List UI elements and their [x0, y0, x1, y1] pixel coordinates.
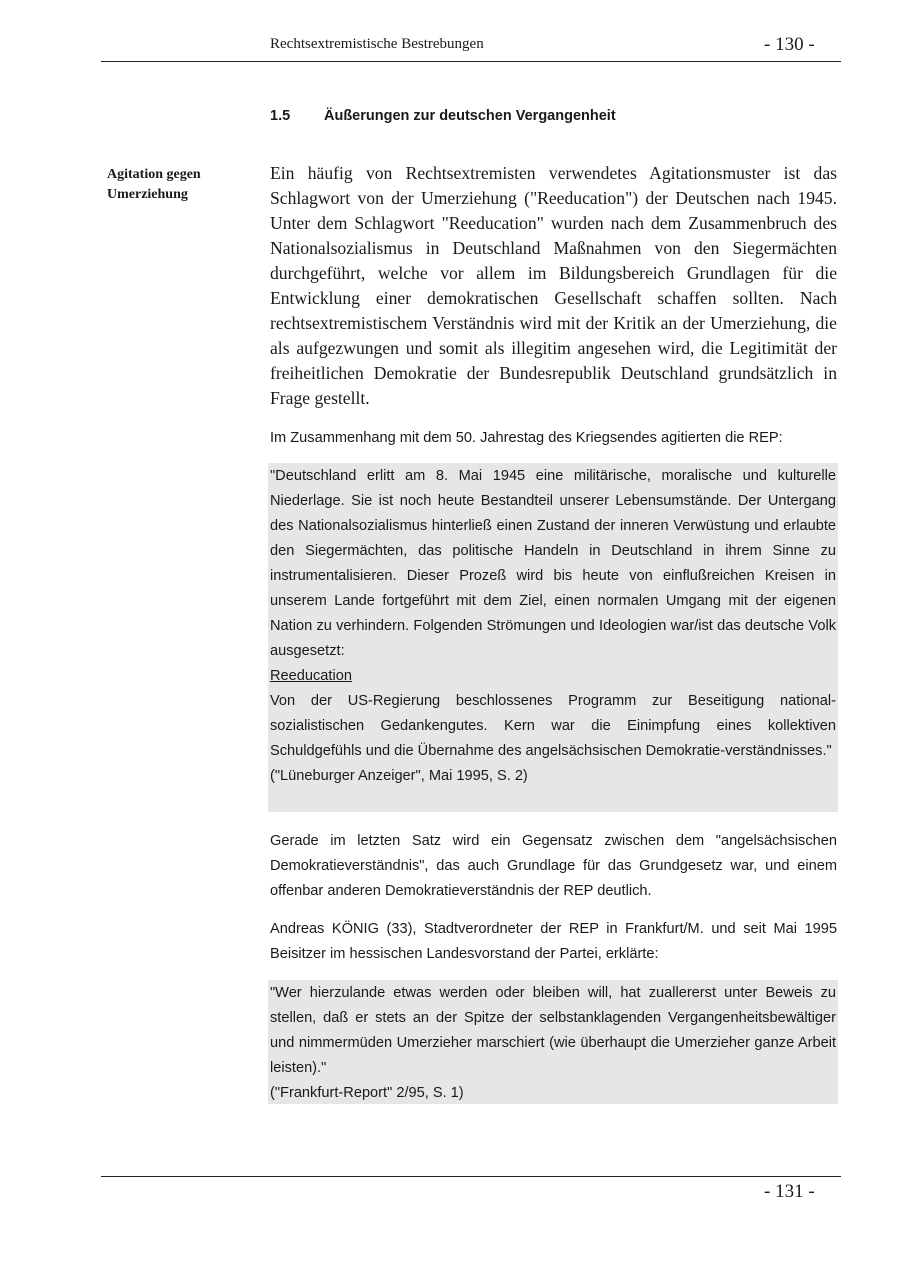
margin-note	[107, 165, 247, 205]
section-heading	[270, 108, 616, 124]
header-rule	[101, 61, 841, 62]
quote-frankfurt	[268, 980, 838, 1104]
quote-text: "Wer hierzulande etwas werden oder bleiben will, hat zuallererst unter Beweis zu stellen, daß er stets an der Spitze der selbstanklagenden Vergangenheitsbewältiger und nimmermüden Umerzieher marschiert (wie überhaupt die Umerzieher ganze Arbeit leisten)."	[270, 985, 836, 1076]
margin-note-line-1: Agitation gegen	[107, 167, 201, 182]
section-title: Äußerungen zur deutschen Vergangenheit	[324, 108, 616, 124]
margin-note-line-2: Umerziehung	[107, 187, 188, 202]
quote-source: ("Frankfurt-Report" 2/95, S. 1)	[270, 1085, 464, 1101]
context-paragraph: Im Zusammenhang mit dem 50. Jahrestag des Kriegsendes agitierten die REP:	[270, 430, 783, 446]
koenig-paragraph: Andreas KÖNIG (33), Stadtverordneter der REP in Frankfurt/M. und seit Mai 1995 Beisitzer im hessischen Landesvorstand der Partei, erklärte:	[270, 921, 837, 962]
header-page-number: - 130 -	[764, 34, 815, 55]
quote-subheading: Reeducation	[270, 668, 352, 684]
quote-lueneburger	[268, 463, 838, 812]
footer-rule	[101, 1176, 841, 1177]
section-number: 1.5	[270, 108, 291, 124]
footer-page-number: - 131 -	[764, 1181, 815, 1202]
intro-paragraph: Ein häufig von Rechtsextremisten verwendetes Agitationsmuster ist das Schlagwort von der Umerziehung ("Reeducation") der Deutschen nach 1945. Unter dem Schlagwort "Reeducation" wurden nach dem Zusammenbruch des Nationalsozialismus in Deutschland Maßnahmen von den Siegermächten durchgeführt, welche vor allem im Bildungsbereich Grundlagen für die Entwicklung einer demokratischen Gesellschaft schaffen sollten. Nach rechtsextremistischem Verständnis wird mit der Kritik an der Umerziehung, die als aufgezwungen und somit als illegitim angesehen wird, die Legitimität der freiheitlichen Demokratie der Bundesrepublik Deutschland grundsätzlich in Frage gestellt.	[270, 163, 837, 408]
quote-text: "Deutschland erlitt am 8. Mai 1945 eine militärische, moralische und kulturelle Niederlage. Sie ist noch heute Bestandteil unserer Lebensumstände. Der Untergang des Nationalsozialismus hinterließ einen Zustand der inneren Verwüstung und erlaubte den Siegermächten, das politische Handeln in Deutschland in ihrem Sinne zu instrumentalisieren. Dieser Prozeß wird bis heute von einflußreichen Kreisen in unserem Lande fortgeführt mit dem Ziel, einen normalen Umgang mit der eigenen Nation zu verhindern. Folgenden Strömungen und Ideologien war/ist das deutsche Volk ausgesetzt:	[270, 468, 836, 659]
running-header-title: Rechtsextremistische Bestrebungen	[270, 36, 484, 52]
quote-definition: Von der US-Regierung beschlossenes Programm zur Beseitigung national-sozialistischen Gedankengutes. Kern war die Einimpfung eines kollektiven Schuldgefühls und die Übernahme des angelsächsischen Demokratie-verständnisses."	[270, 693, 836, 759]
quote-source: ("Lüneburger Anzeiger", Mai 1995, S. 2)	[270, 768, 528, 784]
analysis-paragraph: Gerade im letzten Satz wird ein Gegensatz zwischen dem "angelsächsischen Demokratieverständnis", das auch Grundlage für das Grundgesetz war, und einem offenbar anderen Demokratieverständnis der REP deutlich.	[270, 833, 837, 899]
